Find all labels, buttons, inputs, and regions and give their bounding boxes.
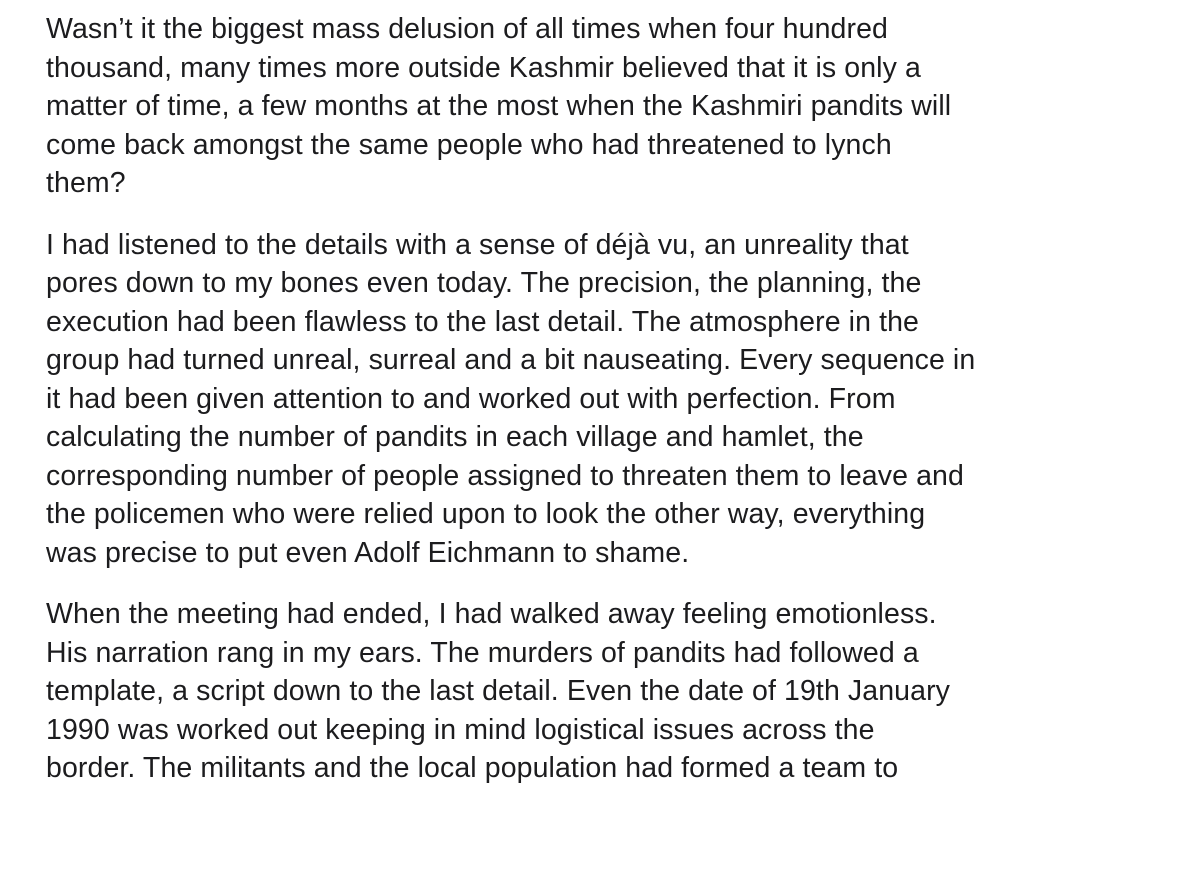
paragraph-2: [46, 226, 1166, 573]
paragraph-1: [46, 10, 1166, 203]
text-line: calculating the number of pandits in each village and hamlet, the: [46, 421, 864, 453]
text-line: template, a script down to the last detail. Even the date of 19th January: [46, 675, 951, 707]
text-line: 1990 was worked out keeping in mind logistical issues across the: [46, 713, 875, 746]
text-line: corresponding number of people assigned to threaten them to leave and: [46, 459, 964, 492]
text-line: come back amongst the same people who had threatened to lynch: [46, 128, 892, 161]
text-line: Wasn’t it the biggest mass delusion of all times when four hundred: [46, 13, 888, 45]
text-line: thousand, many times more outside Kashmir believed that it is only a: [46, 51, 921, 84]
text-line: group had turned unreal, surreal and a bit nauseating. Every sequence in: [46, 344, 976, 376]
text-line: it had been given attention to and worked out with perfection. From: [46, 382, 896, 415]
text-line: them?: [46, 167, 126, 199]
text-line: matter of time, a few months at the most when the Kashmiri pandits will: [46, 90, 952, 122]
text-line: I had listened to the details with a sense of déjà vu, an unreality that: [46, 228, 909, 261]
text-line: pores down to my bones even today. The precision, the planning, the: [46, 267, 922, 299]
text-line: His narration rang in my ears. The murders of pandits had followed a: [46, 636, 919, 669]
text-line: the policemen who were relied upon to look the other way, everything: [46, 498, 926, 530]
document-body: [46, 10, 1166, 811]
paragraph-3: [46, 595, 1166, 788]
text-line: When the meeting had ended, I had walked away feeling emotionless.: [46, 598, 937, 630]
text-line: execution had been flawless to the last detail. The atmosphere in the: [46, 305, 920, 338]
text-line: border. The militants and the local population had formed a team to: [46, 752, 899, 784]
text-line: was precise to put even Adolf Eichmann to shame.: [46, 536, 690, 569]
